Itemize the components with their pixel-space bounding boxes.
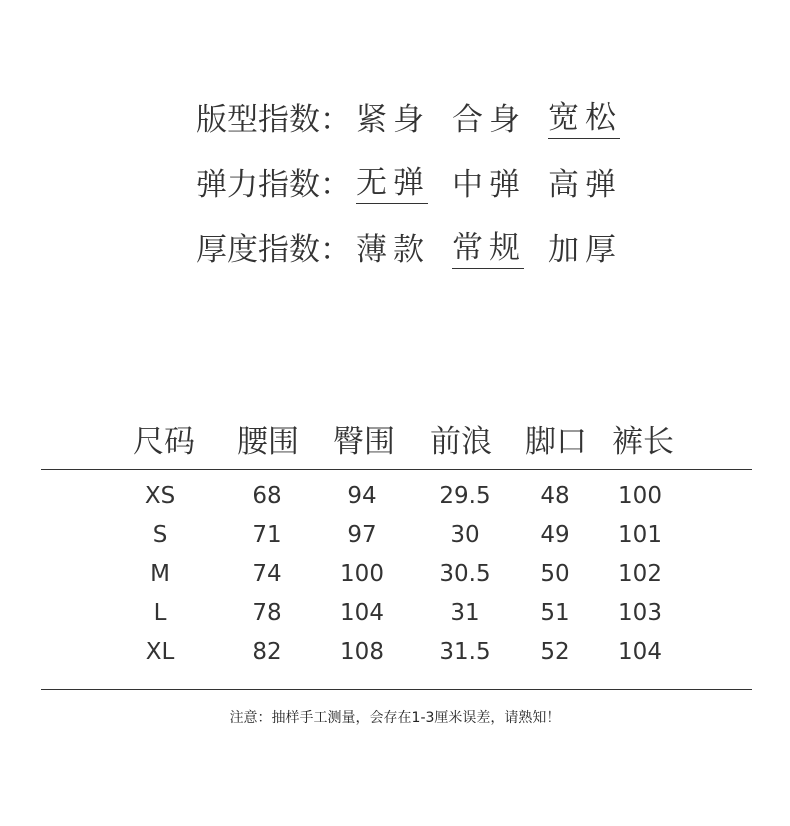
- cell-waist: 74: [252, 561, 282, 587]
- fit-option-tight: 紧身: [356, 102, 430, 138]
- elasticity-option-none-selected: 无弹: [356, 163, 428, 204]
- cell-waist: 68: [252, 483, 282, 509]
- cell-waist: 71: [252, 522, 282, 548]
- cell-front-rise: 31.5: [439, 639, 491, 665]
- thickness-option-regular-selected: 常规: [452, 228, 524, 269]
- cell-pants-length: 100: [618, 483, 662, 509]
- elasticity-index-label: 弹力指数：: [196, 167, 351, 203]
- cell-leg-opening: 49: [540, 522, 570, 548]
- cell-leg-opening: 50: [540, 561, 570, 587]
- cell-size: L: [153, 600, 167, 626]
- cell-hip: 104: [340, 600, 384, 626]
- cell-leg-opening: 51: [540, 600, 570, 626]
- cell-size: M: [150, 561, 170, 587]
- table-row: [0, 594, 790, 633]
- cell-hip: 97: [347, 522, 377, 548]
- cell-hip: 94: [347, 483, 377, 509]
- table-row: [0, 477, 790, 516]
- cell-pants-length: 102: [618, 561, 662, 587]
- header-front-rise: 前浪: [430, 424, 492, 460]
- header-waist: 腰围: [237, 424, 299, 460]
- thickness-index-row: [0, 228, 790, 272]
- cell-size: XS: [144, 483, 176, 509]
- cell-size: XL: [145, 639, 175, 665]
- elasticity-option-medium: 中弹: [452, 167, 526, 203]
- fit-option-loose-selected: 宽松: [548, 98, 620, 139]
- cell-front-rise: 29.5: [439, 483, 491, 509]
- cell-pants-length: 101: [618, 522, 662, 548]
- cell-size: S: [152, 522, 168, 548]
- header-leg-opening: 脚口: [525, 424, 587, 460]
- header-size: 尺码: [133, 424, 195, 460]
- table-row: [0, 555, 790, 594]
- cell-front-rise: 31: [450, 600, 480, 626]
- header-hip: 臀围: [333, 424, 395, 460]
- thickness-index-label: 厚度指数：: [196, 232, 351, 268]
- cell-pants-length: 104: [618, 639, 662, 665]
- elasticity-index-row: [0, 163, 790, 207]
- fit-option-regular: 合身: [452, 102, 526, 138]
- header-pants-length: 裤长: [612, 424, 674, 460]
- table-row: [0, 633, 790, 672]
- cell-waist: 78: [252, 600, 282, 626]
- cell-waist: 82: [252, 639, 282, 665]
- table-top-divider: [41, 469, 752, 470]
- cell-leg-opening: 48: [540, 483, 570, 509]
- cell-front-rise: 30.5: [439, 561, 491, 587]
- fit-index-row: [0, 98, 790, 142]
- thickness-option-thick: 加厚: [548, 232, 622, 268]
- fit-index-label: 版型指数：: [196, 102, 351, 138]
- elasticity-option-high: 高弹: [548, 167, 622, 203]
- cell-hip: 100: [340, 561, 384, 587]
- size-table-header: [0, 420, 790, 464]
- cell-pants-length: 103: [618, 600, 662, 626]
- table-bottom-divider: [41, 689, 752, 690]
- measurement-note: 注意：抽样手工测量，会存在1-3厘米误差，请熟知！: [229, 710, 561, 726]
- table-row: [0, 516, 790, 555]
- cell-hip: 108: [340, 639, 384, 665]
- cell-front-rise: 30: [450, 522, 480, 548]
- thickness-option-thin: 薄款: [356, 232, 430, 268]
- cell-leg-opening: 52: [540, 639, 570, 665]
